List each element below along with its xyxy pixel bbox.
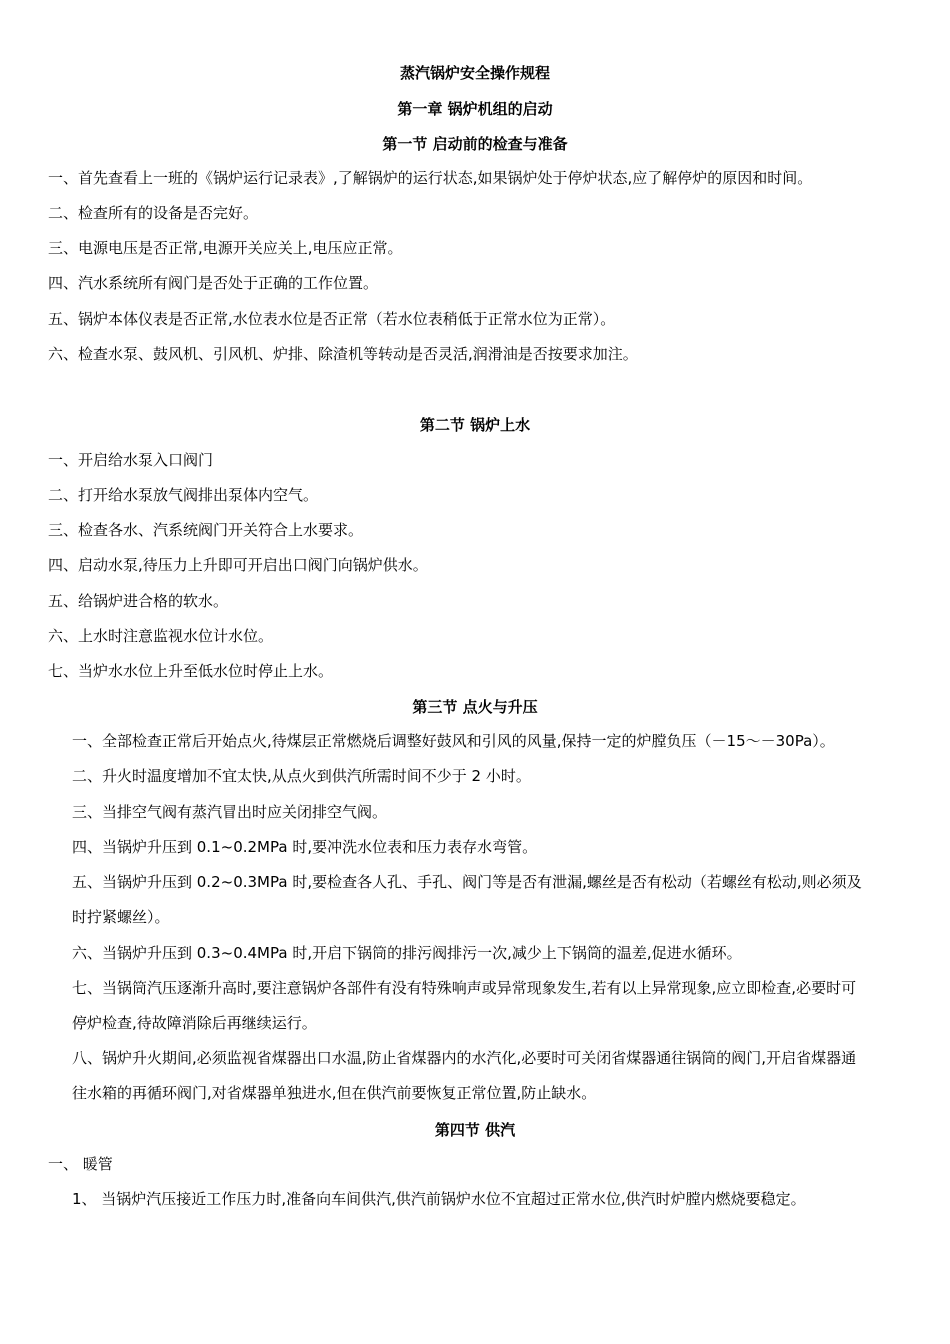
section-3-line: 六、当锅炉升压到 0.3~0.4MPa 时,开启下锅筒的排污阀排污一次,减少上下锅筒的温差,促进水循环。 <box>72 944 742 962</box>
section-2-item: 三、检查各水、汽系统阀门开关符合上水要求。 <box>48 521 364 539</box>
section-3-line: 五、当锅炉升压到 0.2~0.3MPa 时,要检查各人孔、手孔、阀门等是否有泄漏,螺丝是否有松动（若螺丝有松动,则必须及 <box>72 873 862 891</box>
section-1-item: 四、汽水系统所有阀门是否处于正确的工作位置。 <box>48 274 379 292</box>
section-3-line: 四、当锅炉升压到 0.1~0.2MPa 时,要冲洗水位表和压力表存水弯管。 <box>72 838 538 856</box>
section-1-item: 五、锅炉本体仪表是否正常,水位表水位是否正常（若水位表稍低于正常水位为正常）。 <box>48 310 616 328</box>
section-3-line: 七、当锅筒汽压逐渐升高时,要注意锅炉各部件有没有特殊响声或异常现象发生,若有以上异常现象,应立即检查,必要时可 <box>72 979 857 997</box>
section-2-item: 一、开启给水泵入口阀门 <box>48 451 214 469</box>
section-3-line: 八、锅炉升火期间,必须监视省煤器出口水温,防止省煤器内的水汽化,必要时可关闭省煤器通往锅筒的阀门,开启省煤器通 <box>72 1049 857 1067</box>
section-2-item: 二、打开给水泵放气阀排出泵体内空气。 <box>48 486 319 504</box>
chapter-heading: 第一章 锅炉机组的启动 <box>397 100 553 118</box>
section-3-line: 停炉检查,待故障消除后再继续运行。 <box>72 1014 317 1032</box>
section-3-line: 二、升火时温度增加不宜太快,从点火到供汽所需时间不少于 2 小时。 <box>72 767 531 785</box>
section-3-line: 时拧紧螺丝）。 <box>72 908 170 926</box>
section-4-line: 一、 暖管 <box>48 1155 113 1173</box>
section-1-item: 二、检查所有的设备是否完好。 <box>48 204 259 222</box>
section-1-item: 三、电源电压是否正常,电源开关应关上,电压应正常。 <box>48 239 403 257</box>
section-2-item: 五、给锅炉进合格的软水。 <box>48 592 229 610</box>
section-4-line: 1、 当锅炉汽压接近工作压力时,准备向车间供汽,供汽前锅炉水位不宜超过正常水位,供汽时炉膛内燃烧要稳定。 <box>72 1190 806 1208</box>
section-4-heading: 第四节 供汽 <box>434 1121 516 1139</box>
section-1-heading: 第一节 启动前的检查与准备 <box>382 135 568 153</box>
section-1-item: 一、首先查看上一班的《锅炉运行记录表》,了解锅炉的运行状态,如果锅炉处于停炉状态,应了解停炉的原因和时间。 <box>48 169 813 187</box>
section-2-item: 七、当炉水水位上升至低水位时停止上水。 <box>48 662 334 680</box>
section-2-heading: 第二节 锅炉上水 <box>419 416 531 434</box>
section-3-line: 往水箱的再循环阀门,对省煤器单独进水,但在供汽前要恢复正常位置,防止缺水。 <box>72 1084 597 1102</box>
document-title: 蒸汽锅炉安全操作规程 <box>399 64 550 82</box>
section-2-item: 六、上水时注意监视水位计水位。 <box>48 627 274 645</box>
section-3-line: 一、全部检查正常后开始点火,待煤层正常燃烧后调整好鼓风和引风的风量,保持一定的炉膛负压（－15～－30Pa）。 <box>72 732 835 750</box>
section-2-item: 四、启动水泵,待压力上升即可开启出口阀门向锅炉供水。 <box>48 556 428 574</box>
section-3-line: 三、当排空气阀有蒸汽冒出时应关闭排空气阀。 <box>72 803 388 821</box>
section-3-heading: 第三节 点火与升压 <box>412 698 538 716</box>
section-1-item: 六、检查水泵、鼓风机、引风机、炉排、除渣机等转动是否灵活,润滑油是否按要求加注。 <box>48 345 638 363</box>
